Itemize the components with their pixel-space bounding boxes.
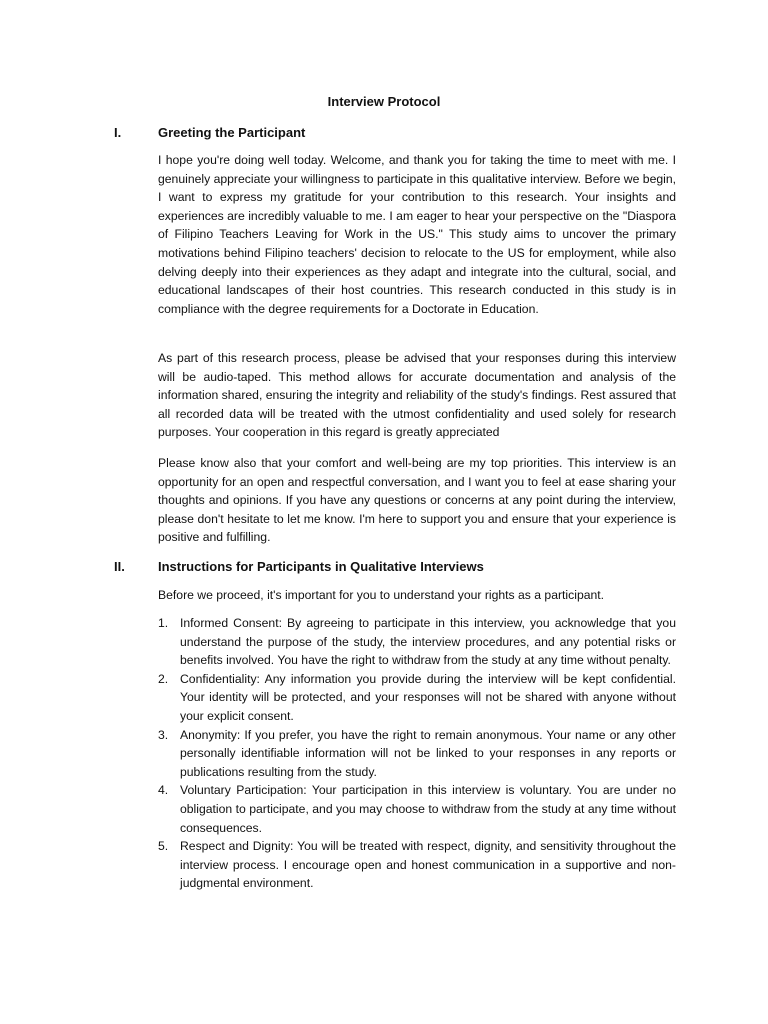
list-item xyxy=(158,726,676,782)
list-item-text: Voluntary Participation: Your participation in this interview is voluntary. You are under no obligation to participate, and you may choose to withdraw from the study at any time without consequences. xyxy=(180,783,676,835)
list-item-text: Informed Consent: By agreeing to participate in this interview, you acknowledge that you understand the purpose of the study, the interview procedures, and any potential risks or benefits involved. You have the right to withdraw from the study at any time without penalty. xyxy=(180,616,676,668)
list-item xyxy=(158,781,676,837)
list-item-number: 1. xyxy=(158,616,169,630)
list-item-number: 2. xyxy=(158,671,169,686)
rights-list xyxy=(158,614,676,893)
list-item xyxy=(158,614,676,670)
section-1-title: Greeting the Participant xyxy=(158,125,306,140)
section-2-intro: Before we proceed, it's important for you to understand your rights as a participant. xyxy=(158,588,605,602)
document-title: Interview Protocol xyxy=(327,94,441,109)
list-item-text: Respect and Dignity: You will be treated with respect, dignity, and sensitivity throughout the interview process. I encourage open and honest communication in a supportive and non-judgmental environment. xyxy=(180,839,676,891)
section-1-paragraph-2: As part of this research process, please be advised that your responses during this interview will be audio-taped. This method allows for accurate documentation and analysis of the information shared, ensuring the integrity and reliability of the study's findings. Rest assured that all recorded data will be treated with the utmost confidentiality and used solely for research purposes. Your cooperation in this regard is greatly appreciated xyxy=(158,351,676,440)
list-item xyxy=(158,670,676,726)
list-item-text: Confidentiality: Any information you provide during the interview will be kept confidential. Your identity will be protected, and your responses will not be shared with anyone without your explicit consent. xyxy=(180,671,676,723)
list-item-number: 5. xyxy=(158,839,169,854)
list-item-number: 3. xyxy=(158,727,169,742)
list-item-number: 4. xyxy=(158,783,169,798)
section-1-number: I. xyxy=(114,125,122,140)
section-1-paragraph-3: Please know also that your comfort and well-being are my top priorities. This interview is an opportunity for an open and respectful conversation, and I want you to feel at ease sharing your thoughts and opinions. If you have any questions or concerns at any point during the interview, please don't hesitate to let me know. I'm here to support you and ensure that your experience is positive and fulfilling. xyxy=(158,456,676,545)
section-1-paragraph-1: I hope you're doing well today. Welcome, and thank you for taking the time to meet with me. I genuinely appreciate your willingness to participate in this qualitative interview. Before we begin, I want to express my gratitude for your contribution to this research. Your insights and experiences are incredibly valuable to me. I am eager to hear your perspective on the "Diaspora of Filipino Teachers Leaving for Work in the US." This study aims to uncover the primary motivations behind Filipino teachers' decision to relocate to the US for employment, while also delving deeply into their experiences as they adapt and integrate into the cultural, social, and educational landscapes of their host countries. This research conducted in this study is in compliance with the degree requirements for a Doctorate in Education. xyxy=(158,153,676,316)
section-2-heading xyxy=(114,557,484,576)
list-item-text: Anonymity: If you prefer, you have the right to remain anonymous. Your name or any other personally identifiable information will not be linked to your responses in any reports or publications resulting from the study. xyxy=(180,727,676,779)
list-item xyxy=(158,837,676,893)
section-2-number: II. xyxy=(114,559,125,574)
section-1-heading xyxy=(114,123,305,142)
section-2-title: Instructions for Participants in Qualitative Interviews xyxy=(158,559,484,574)
